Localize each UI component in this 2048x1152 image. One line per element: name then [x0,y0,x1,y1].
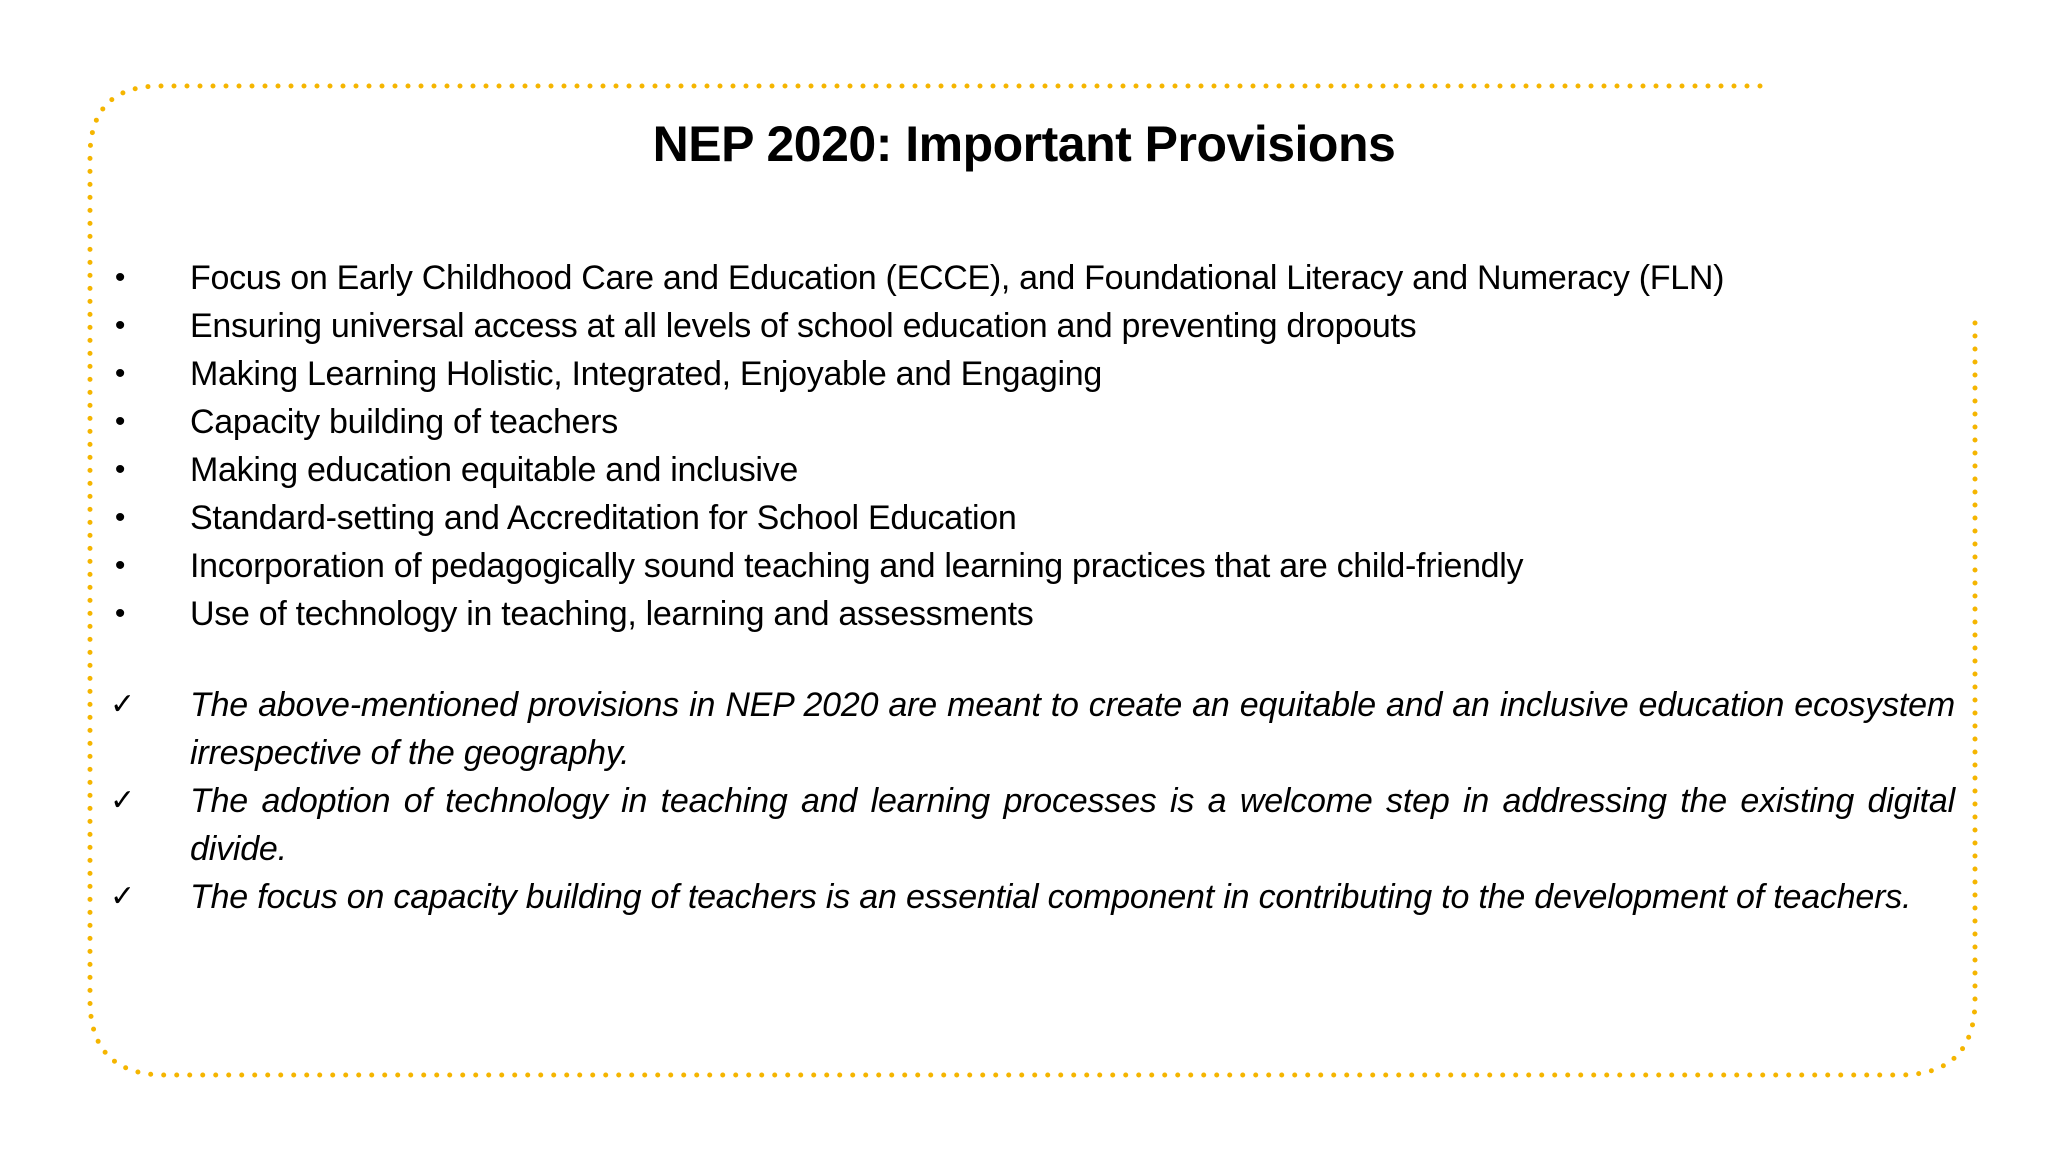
bullet-icon: • [114,549,126,582]
bullet-icon: • [114,405,126,438]
provision-item [0,254,2048,302]
observations-list [0,681,2048,921]
bullet-icon: • [114,597,126,630]
provision-text: Incorporation of pedagogically sound teaching and learning practices that are child-friendly [190,547,1524,585]
observation-text: The adoption of technology in teaching and learning processes is a welcome step in addressing the existing digital divide. [190,782,1955,868]
bullet-icon: • [114,453,126,486]
provision-text: Capacity building of teachers [190,403,618,441]
provision-item [0,446,2048,494]
provision-item [0,542,2048,590]
provision-item [0,398,2048,446]
observation-text: The focus on capacity building of teachers is an essential component in contributing to the development of teachers. [190,878,1912,916]
bullet-icon: • [114,261,126,294]
provision-text: Use of technology in teaching, learning and assessments [190,595,1034,633]
provision-item [0,302,2048,350]
observation-text: The above-mentioned provisions in NEP 2020 are meant to create an equitable and an inclusive education ecosystem irrespective of the geography. [190,686,1955,772]
checkmark-icon: ✓ [110,783,136,818]
slide-title: NEP 2020: Important Provisions [652,116,1396,172]
observation-item [0,873,2048,921]
provision-item [0,350,2048,398]
provision-item [0,494,2048,542]
observation-item [0,777,2048,873]
bullet-icon: • [114,357,126,390]
provision-text: Ensuring universal access at all levels of school education and preventing dropouts [190,307,1417,345]
provision-text: Making Learning Holistic, Integrated, Enjoyable and Engaging [190,355,1102,393]
bullet-icon: • [114,501,126,534]
checkmark-icon: ✓ [110,879,136,914]
provision-text: Making education equitable and inclusive [190,451,798,489]
provision-text: Focus on Early Childhood Care and Education (ECCE), and Foundational Literacy and Numeracy (FLN) [190,259,1725,297]
provisions-list [0,254,2048,638]
bullet-icon: • [114,309,126,342]
checkmark-icon: ✓ [110,687,136,722]
observation-item [0,681,2048,777]
provision-text: Standard-setting and Accreditation for School Education [190,499,1017,537]
provision-item [0,590,2048,638]
